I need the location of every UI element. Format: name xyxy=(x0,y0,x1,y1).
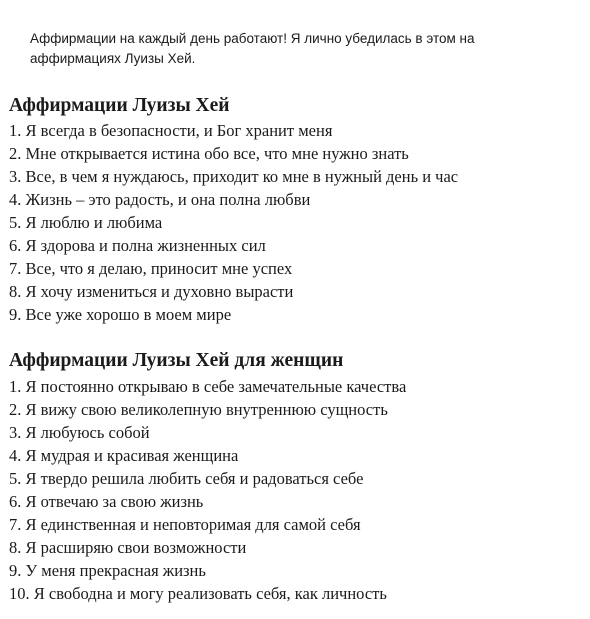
list-item: 4. Я мудрая и красивая женщина xyxy=(9,446,239,465)
list-item: 1. Я всегда в безопасности, и Бог хранит меня xyxy=(9,121,333,140)
list-item: 6. Я отвечаю за свою жизнь xyxy=(9,492,204,511)
list-item: 5. Я люблю и любима xyxy=(9,213,163,232)
intro-line-2: аффирмациях Луизы Хей. xyxy=(30,51,196,66)
list-item: 3. Все, в чем я нуждаюсь, приходит ко мне в нужный день и час xyxy=(9,167,459,186)
section-title-louise-hay-affirmations: Аффирмации Луизы Хей xyxy=(9,95,230,116)
intro-line-1: Аффирмации на каждый день работают! Я лично убедилась в этом на xyxy=(30,31,475,46)
list-item: 7. Я единственная и неповторимая для самой себя xyxy=(9,515,361,534)
list-item: 9. У меня прекрасная жизнь xyxy=(9,561,206,580)
section-title-affirmations-for-women: Аффирмации Луизы Хей для женщин xyxy=(9,350,344,371)
list-item: 8. Я расширяю свои возможности xyxy=(9,538,247,557)
list-item: 10. Я свободна и могу реализовать себя, как личность xyxy=(9,584,387,603)
list-item: 9. Все уже хорошо в моем мире xyxy=(9,305,232,324)
list-item: 3. Я любуюсь собой xyxy=(9,423,150,442)
affirmations-list xyxy=(9,119,458,326)
list-item: 1. Я постоянно открываю в себе замечательные качества xyxy=(9,377,407,396)
list-item: 2. Мне открывается истина обо все, что мне нужно знать xyxy=(9,144,409,163)
list-item: 8. Я хочу измениться и духовно вырасти xyxy=(9,282,294,301)
list-item: 6. Я здорова и полна жизненных сил xyxy=(9,236,266,255)
list-item: 7. Все, что я делаю, приносит мне успех xyxy=(9,259,293,278)
intro-paragraph xyxy=(30,29,570,69)
affirmations-for-women-list xyxy=(9,375,406,605)
list-item: 2. Я вижу свою великолепную внутреннюю сущность xyxy=(9,400,388,419)
list-item: 5. Я твердо решила любить себя и радоваться себе xyxy=(9,469,364,488)
list-item: 4. Жизнь – это радость, и она полна любви xyxy=(9,190,311,209)
